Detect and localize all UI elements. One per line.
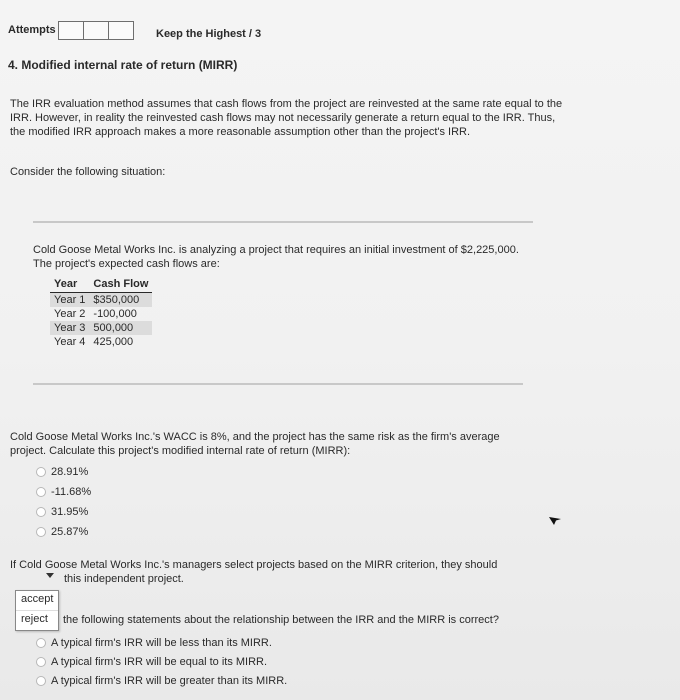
statement-option[interactable] — [36, 671, 287, 690]
scenario-text: Cold Goose Metal Works Inc. is analyzing a project that requires an initial investment of $2,225,000. The project's expected cash flows are: — [33, 244, 519, 270]
divider — [33, 221, 533, 223]
decision-dropdown-list[interactable] — [15, 590, 59, 631]
year-cell: Year 4 — [54, 336, 86, 348]
mirr-option[interactable] — [36, 462, 91, 482]
radio-button[interactable] — [36, 657, 46, 667]
option-label: 31.95% — [51, 506, 89, 518]
statement-label: A typical firm's IRR will be equal to its MIRR. — [51, 655, 268, 668]
chevron-down-icon[interactable] — [46, 573, 54, 578]
mirr-question: Cold Goose Metal Works Inc.'s WACC is 8%, and the project has the same risk as the firm's average project. Calculate this project's modified internal rate of return (MIRR): — [10, 431, 500, 457]
attempt-box — [58, 21, 84, 40]
radio-button[interactable] — [36, 467, 46, 477]
cash-flow-cell: 500,000 — [89, 321, 152, 335]
keep-highest-label: Keep the Highest / 3 — [156, 28, 262, 40]
table-row — [50, 335, 152, 349]
statement-label: A typical firm's IRR will be greater than its MIRR. — [51, 674, 288, 687]
attempt-box — [108, 21, 134, 40]
cash-flow-cell: -100,000 — [93, 308, 137, 320]
mirr-criterion-question: If Cold Goose Metal Works Inc.'s managers select projects based on the MIRR criterion, they should — [10, 559, 498, 571]
cursor-icon — [548, 512, 562, 526]
mirr-option[interactable] — [36, 482, 91, 502]
mirr-options — [36, 462, 91, 542]
section-title: 4. Modified internal rate of return (MIRR) — [8, 58, 238, 72]
option-label: -11.68% — [51, 486, 92, 498]
radio-button[interactable] — [36, 676, 46, 686]
divider — [33, 383, 523, 385]
radio-button[interactable] — [36, 638, 46, 648]
mirr-option[interactable] — [36, 502, 91, 522]
option-label: 28.91% — [51, 466, 89, 478]
column-header-year: Year — [50, 276, 89, 293]
radio-button[interactable] — [36, 527, 46, 537]
table-row — [50, 293, 152, 308]
dropdown-option-accept[interactable]: accept — [21, 593, 54, 605]
statement-option[interactable] — [36, 652, 287, 671]
statement-question: the following statements about the relationship between the IRR and the MIRR is correct? — [63, 614, 499, 626]
cash-flow-table — [50, 276, 152, 349]
radio-button[interactable] — [36, 487, 46, 497]
column-header-cash-flow: Cash Flow — [89, 276, 152, 293]
statement-option[interactable] — [36, 633, 287, 652]
dropdown-option-reject[interactable]: reject — [16, 610, 58, 630]
year-cell: Year 1 — [50, 293, 89, 308]
mirr-criterion-tail: this independent project. — [64, 573, 184, 585]
table-row — [50, 307, 152, 321]
attempt-indicator — [58, 21, 133, 40]
attempt-box — [83, 21, 109, 40]
cash-flow-cell: $350,000 — [89, 293, 152, 308]
cash-flow-cell: 425,000 — [93, 336, 134, 348]
year-cell: Year 2 — [54, 308, 86, 320]
option-label: 25.87% — [51, 526, 89, 538]
table-row — [50, 321, 152, 335]
consider-text: Consider the following situation: — [10, 166, 166, 178]
statement-label: A typical firm's IRR will be less than its MIRR. — [51, 636, 272, 649]
radio-button[interactable] — [36, 507, 46, 517]
attempts-label: Attempts — [8, 24, 56, 36]
statement-options — [36, 633, 287, 690]
mirr-option[interactable] — [36, 522, 91, 542]
intro-paragraph: The IRR evaluation method assumes that cash flows from the project are reinvested at the same rate equal to the IRR. However, in reality the reinvested cash flows may not necessarily generate a return equal to the IRR. Thus, the modified IRR approach makes a more reasonable assumption other than the project's IRR. — [10, 98, 563, 138]
year-cell: Year 3 — [50, 321, 89, 335]
